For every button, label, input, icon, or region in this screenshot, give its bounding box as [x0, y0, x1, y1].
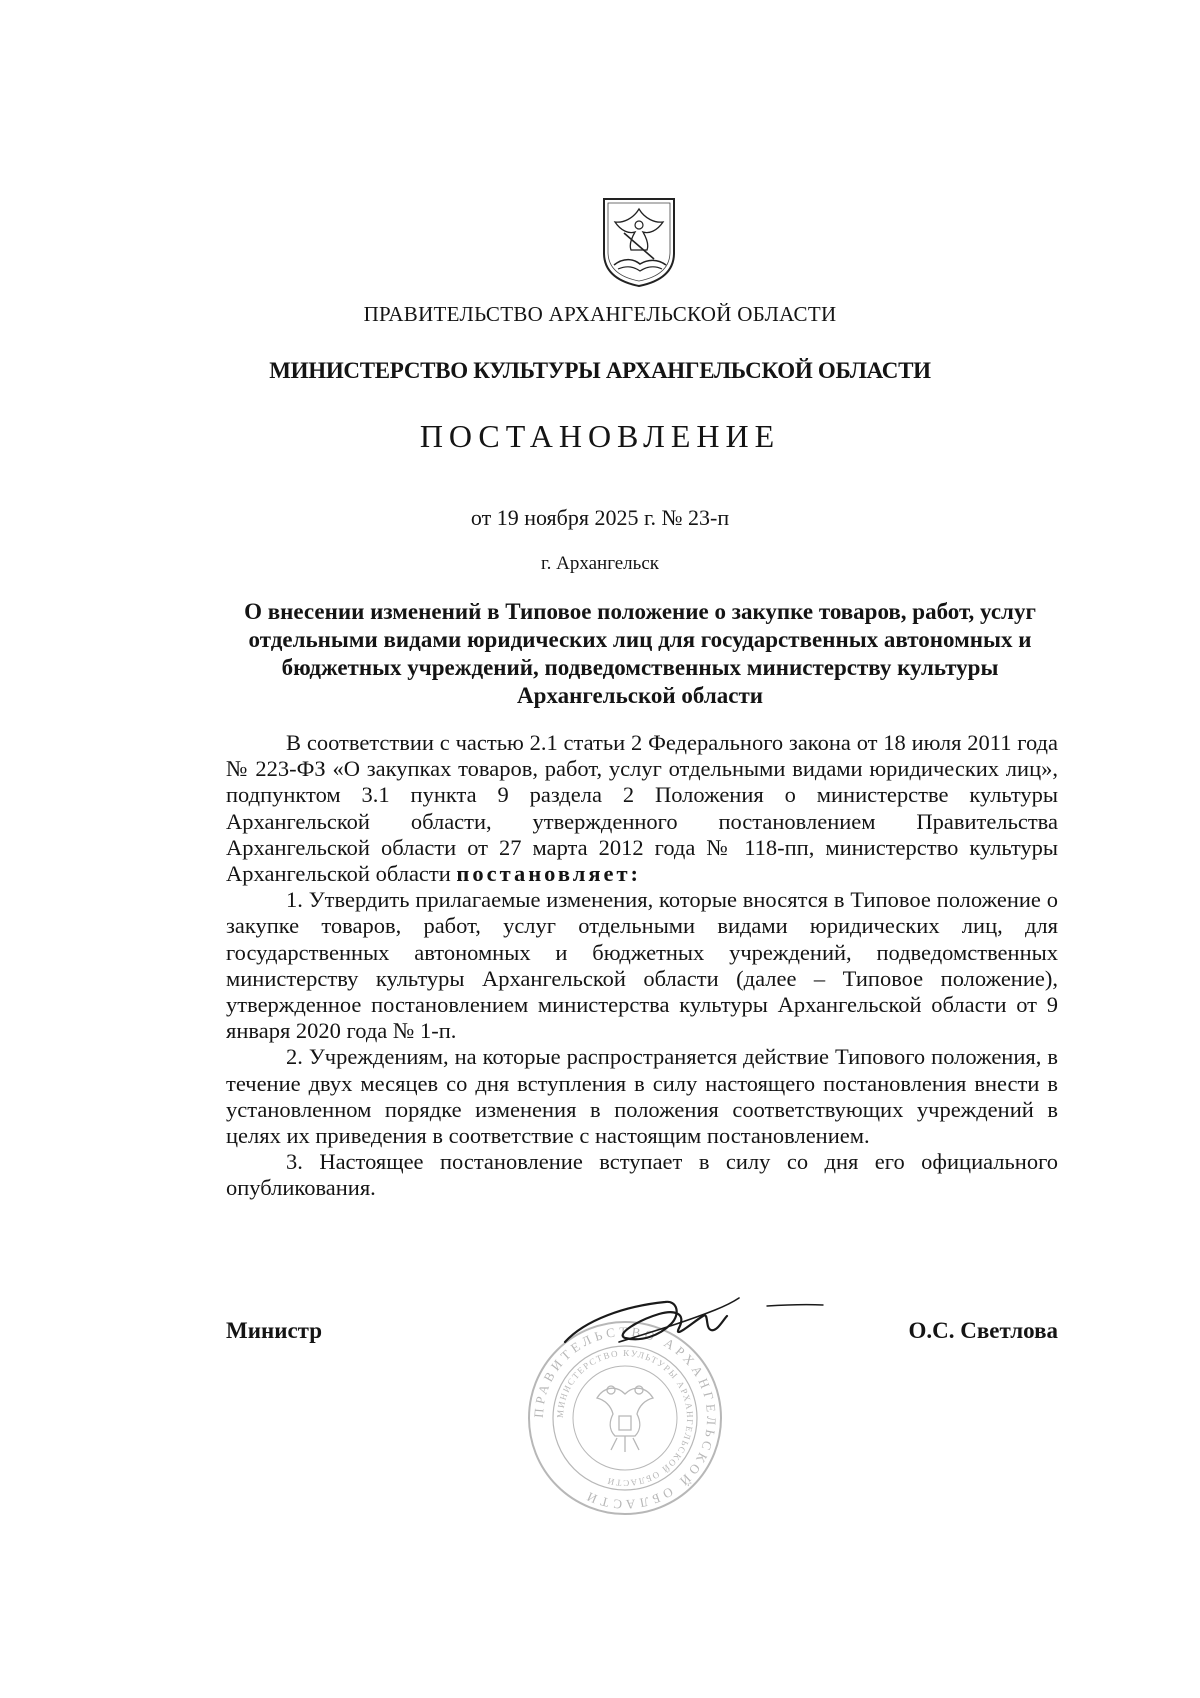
ministry-heading: МИНИСТЕРСТВО КУЛЬТУРЫ АРХАНГЕЛЬСКОЙ ОБЛАСТИ: [269, 358, 931, 383]
preamble-paragraph: [226, 730, 1058, 887]
item-paragraph-2: 2. Учреждениям, на которые распространяется действие Типового положения, в течение двух месяцев со дня вступления в силу настоящего постановления внести в установленном порядке изменения в положения соответствующих учреждений в целях их приведения в соответствие с настоящим постановлением.: [226, 1044, 1058, 1149]
document-body: [226, 730, 1058, 1202]
preamble-verb: постановляет:: [456, 861, 642, 887]
stamp-inner-text: МИНИСТЕРСТВО КУЛЬТУРЫ АРХАНГЕЛЬСКОЙ ОБЛАСТИ: [554, 1347, 696, 1489]
document-date-number: от 19 ноября 2025 г. № 23-п: [470, 505, 730, 530]
preamble-text: В соответствии с частью 2.1 статьи 2 Федерального закона от 18 июля 2011 года № 223-ФЗ «О закупках товаров, работ, услуг отдельными видами юридических лиц», подпунктом 3.1 пункта 9 раздела 2 Положения о министерстве культуры Архангельской области, утвержденного постановлением Правительства Архангельской области от 27 марта 2012 года № 118-пп, министерство культуры Архангельской области: [226, 730, 1058, 887]
stamp-ring-text: ПРАВИТЕЛЬСТВО АРХАНГЕЛЬСКОЙ ОБЛАСТИ: [530, 1323, 720, 1513]
document-city: г. Архангельск: [540, 553, 659, 574]
item-paragraph-1: 1. Утвердить прилагаемые изменения, которые вносятся в Типовое положение о закупке товаров, работ, услуг отдельными видами юридических лиц, для государственных автономных и бюджетных учреждений, подведомственных министерству культуры Архангельской области (далее – Типовое положение), утвержденное постановлением министерства культуры Архангельской области от 9 января 2020 года № 1-п.: [226, 887, 1058, 1044]
government-heading: ПРАВИТЕЛЬСТВО АРХАНГЕЛЬСКОЙ ОБЛАСТИ: [363, 302, 837, 326]
handwritten-signature: [555, 1280, 845, 1370]
double-headed-eagle-icon: [597, 1386, 653, 1452]
document-type: ПОСТАНОВЛЕНИЕ: [419, 418, 781, 454]
item-paragraph-3: 3. Настоящее постановление вступает в силу со дня его официального опубликования.: [226, 1149, 1058, 1201]
signatory-name: О.С. Светлова: [908, 1318, 1058, 1343]
signatory-position: Министр: [226, 1318, 323, 1343]
document-title: О внесении изменений в Типовое положение о закупке товаров, работ, услуг отдельными видами юридических лиц для государственных автономных и бюджетных учреждений, подведомственных министерству культуры Архангельской области: [244, 599, 1036, 708]
coat-of-arms-icon: [600, 195, 678, 289]
